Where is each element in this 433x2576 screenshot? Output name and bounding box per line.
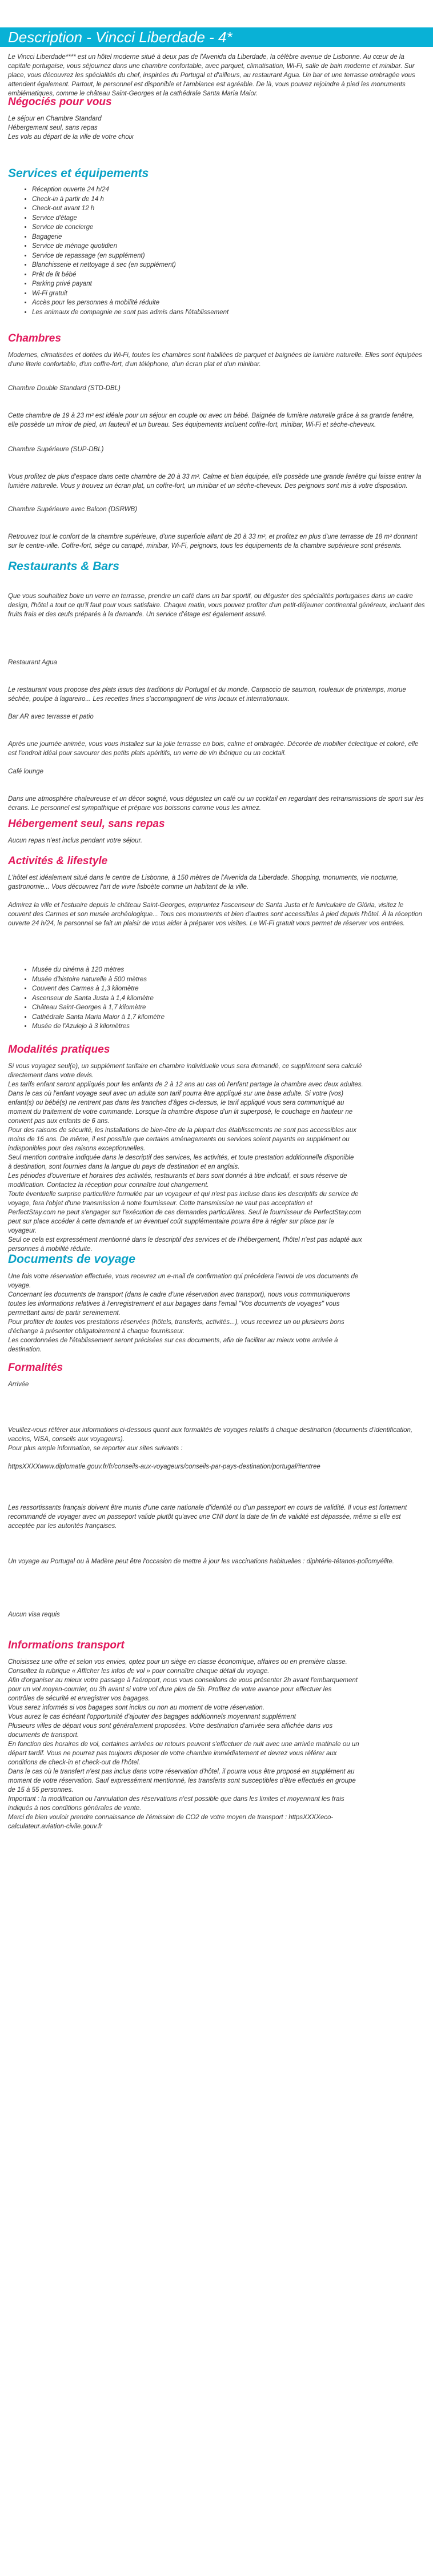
place-name: Restaurant Agua — [8, 659, 57, 666]
text-line: moins de 16 ans. De même, il est possible que certains aménagements ou services soient payants en supplément ou — [8, 1136, 350, 1143]
text-line: contrôles de sécurité et enregistrer vos bagages. — [8, 1695, 150, 1702]
activites-list — [8, 965, 425, 1032]
service-item: • Check-in à partir de 14 h — [32, 195, 425, 204]
section-title-transport: Informations transport — [8, 1639, 125, 1651]
text-line: destination. — [8, 1346, 42, 1353]
text-line: Toute éventuelle surprise particulière formulée par un voyageur et qui n'est pas incluse dans les descriptifs du service de — [8, 1191, 359, 1198]
room-std — [0, 384, 433, 430]
text-line: Merci de bien vouloir prendre connaissance de l'émission de CO2 de votre moyen de transport : httpsXXXXeco- — [8, 1814, 334, 1821]
service-item: • Check-out avant 12 h — [32, 204, 425, 214]
room-name: Chambre Double Standard (STD-DBL) — [8, 385, 121, 392]
text-line: enfant(s) ou bébé(s) ne rentrent pas dans les tranches d'âges ci-dessus, le tarif appliqué vous sera communiqué au — [8, 1100, 344, 1106]
section-title-formalites: Formalités — [8, 1362, 63, 1374]
room-sup — [0, 445, 433, 491]
page-title: Description - Vincci Liberdade - 4* — [0, 27, 433, 47]
text-line: moment de votre réservation. Sauf expressément mentionné, les transferts sont susceptibles d'être effectués en groupe — [8, 1777, 356, 1784]
activite-item: • Ascenseur de Santa Justa à 1,4 kilomètre — [32, 994, 425, 1004]
services-section — [0, 167, 433, 317]
text-line: Seul mention contraire indiquée dans le descriptif des services, les activités, et toute prestation additionnelle disponible — [8, 1154, 354, 1161]
text-line: Choisissez une offre et selon vos envies, optez pour un siège en classe économique, affaires ou en première classe. — [8, 1659, 347, 1666]
service-item: • Service de ménage quotidien — [32, 242, 425, 251]
place-desc: Le restaurant vous propose des plats issus des traditions du Portugal et du monde. Carpaccio de saumon, rouleaux de printemps, morue séchée, poulpe à lagareiro... Les recettes fines s'accompagnent de vins locaux et internationaux. — [8, 687, 406, 703]
formalites-url: httpsXXXXwww.diplomatie.gouv.fr/fr/conseils-aux-voyageurs/conseils-par-pays-destination/portugal/#entree — [8, 1463, 320, 1470]
activites-p2: Admirez la ville et l'estuaire depuis le château Saint-Georges, empruntez l'ascenseur de Santa Justa et le funiculaire de Glória, visitez le couvent des Carmes et son musée archéologique... Tous ces monuments et bien d'autres sont accessibles à pied depuis l'hôtel. À la réception ouverte 24 h/24, le personnel se fait un plaisir de vous aider à préparer vos visites. Le Wi-Fi gratuit vous permet de réserver vos entrées. — [8, 902, 423, 927]
activite-item: • Musée du cinéma à 120 mètres — [32, 965, 425, 975]
chambres-section — [0, 332, 433, 369]
activites-p1: L'hôtel est idéalement situé dans le centre de Lisbonne, à 150 mètres de l'Avenida da Liberdade. Shopping, monuments, vie nocturne, gastronomie... Vous découvrez l'art de vivre lisboète comme un habitant de la ville. — [8, 874, 399, 890]
text-line: peut sur place accéder à cette demande et un éventuel coût supplémentaire pourra être à régler sur place par le — [8, 1218, 334, 1225]
section-title-documents: Documents de voyage — [8, 1253, 135, 1266]
service-item: • Wi-Fi gratuit — [32, 289, 425, 299]
restaurants-intro — [0, 592, 433, 619]
text-line: voyage. — [8, 1282, 31, 1289]
formalites-info — [0, 1426, 433, 1471]
formalites-p1: Veuillez-vous référer aux informations ci-dessous quant aux formalités de voyages relatifs à chaque destination (documents d'identification, vaccins, VISA, conseils aux voyageurs). — [8, 1427, 413, 1443]
negocies-line: Les vols au départ de la ville de votre choix — [8, 134, 134, 141]
text-line: Concernant les documents de transport (dans le cadre d'une réservation avec transport), nous vous communiquerons — [8, 1291, 350, 1298]
hebergement-section — [0, 818, 433, 845]
text-line: documents de transport. — [8, 1732, 79, 1739]
activite-item: • Couvent des Carmes à 1,3 kilomètre — [32, 984, 425, 994]
text-line: d'échange à présenter obligatoirement à chaque fournisseur. — [8, 1328, 185, 1335]
text-line: indiqués à nos conditions générales de vente. — [8, 1805, 142, 1812]
room-name: Chambre Supérieure (SUP-DBL) — [8, 446, 104, 453]
place-name: Bar AR avec terrasse et patio — [8, 713, 94, 720]
text-line: personnes à mobilité réduite. — [8, 1246, 93, 1253]
chambres-intro: Modernes, climatisées et dotées du Wi-Fi, toutes les chambres sont habillées de parquet et baignées de lumière naturelle. Elles sont équipées d'une literie confortable, d'un coffre-fort, d'un téléphone, d'un écran plat et d'un minibar. — [8, 352, 422, 368]
formalites-p1b: Pour plus ample information, se reporter aux sites suivants : — [8, 1445, 183, 1452]
service-item: • Accès pour les personnes à mobilité réduite — [32, 298, 425, 308]
bar-ar — [0, 712, 433, 758]
transport-text — [8, 1658, 425, 1831]
place-desc: Après une journée animée, vous vous installez sur la jolie terrasse en bois, calme et ombragée. Décorée de mobilier éclectique et coloré, elle est l'endroit idéal pour savourer des petits plats apéritifs, un verre de vin ibérique ou un cocktail. — [8, 741, 419, 757]
modalites-section — [0, 1044, 433, 1254]
text-line: En fonction des horaires de vol, certaines arrivées ou retours peuvent s'effectuer de nuit avec une arrivée matinale ou un — [8, 1741, 359, 1748]
text-line: Consultez la rubrique « Afficher les infos de vol » pour connaître chaque détail du voyage. — [8, 1668, 270, 1675]
text-line: PerfectStay.com ne peut s'engager sur l'exécution de ces demandes particulières. Seul le fournisseur de PerfectStay.com — [8, 1209, 362, 1216]
intro-section — [0, 53, 433, 98]
formalites-section — [0, 1362, 433, 1389]
negocies-line: Hébergement seul, sans repas — [8, 125, 98, 131]
text-line: Pour des raisons de sécurité, les installations de bien-être de la plupart des établissements ne sont pas accessibles aux — [8, 1127, 356, 1134]
text-line: Les coordonnées de l'établissement seront précisées sur ces documents, afin de faciliter au mieux votre arrivée à — [8, 1337, 338, 1344]
restaurant-agua — [0, 658, 433, 704]
service-item: • Réception ouverte 24 h/24 — [32, 185, 425, 195]
text-line: voyageur. — [8, 1227, 37, 1234]
section-title-modalites: Modalités pratiques — [8, 1044, 110, 1056]
text-line: Dans le cas où l'enfant voyage seul avec un adulte son tarif pourra être appliqué sur une base adulte. Si votre (vos) — [8, 1090, 344, 1097]
activite-item: • Musée d'histoire naturelle à 500 mètres — [32, 975, 425, 985]
place-name: Café lounge — [8, 768, 44, 775]
text-line: Si vous voyagez seul(e), un supplément tarifaire en chambre individuelle vous sera demandé, ce supplément sera calculé — [8, 1063, 362, 1070]
text-line: départ tardif. Vous ne pourrez pas toujours disposer de votre chambre immédiatement et devrez vous référer aux — [8, 1750, 337, 1757]
text-line: voyage, fera l'objet d'une transmission à notre fournisseur. Cette transmission ne vaut pas acceptation et — [8, 1200, 312, 1207]
text-line: Les périodes d'ouverture et horaires des activités, restaurants et bars sont donnés à titre indicatif, et sous réserve de — [8, 1173, 347, 1179]
text-line: calculateur.aviation-civile.gouv.fr — [8, 1823, 102, 1830]
restaurants-section — [0, 560, 433, 573]
text-line: toutes les informations relatives à l'enregistrement et aux bagages dans l'email "Vos documents de voyages" vous — [8, 1301, 340, 1307]
services-list — [8, 185, 425, 317]
formalites-retour-text: Aucun visa requis — [8, 1611, 60, 1618]
room-desc: Cette chambre de 19 à 23 m² est idéale pour un séjour en couple ou avec un bébé. Baignée de lumière naturelle grâce à sa grande fenêtre, elle possède un miroir de pied, un fauteuil et un bureau. Ses équipements incluent coffre-fort, minibar, Wi-Fi et sèche-cheveux. — [8, 412, 414, 428]
service-item: • Prêt de lit bébé — [32, 270, 425, 280]
negocies-section — [0, 96, 433, 142]
negocies-line: Le séjour en Chambre Standard — [8, 115, 102, 122]
text-line: convient pas aux enfants de 6 ans. — [8, 1118, 110, 1125]
room-desc: Retrouvez tout le confort de la chambre supérieure, d'une superficie allant de 20 à 33 m², et profitez en plus d'une terrasse de 18 m² donnant sur le centre-ville. Coffre-fort, siège ou canapé, minibar, Wi-Fi, peignoirs, tous les équipements de la chambre supérieure sont présents. — [8, 533, 418, 549]
modalites-text — [8, 1062, 425, 1254]
section-title-restaurants: Restaurants & Bars — [8, 560, 119, 573]
formalites-arrivee: Arrivée — [8, 1381, 29, 1388]
text-line: Les tarifs enfant seront appliqués pour les enfants de 2 à 12 ans au cas où l'enfant partage la chambre avec deux adultes. — [8, 1081, 363, 1088]
section-title-activites: Activités & lifestyle — [8, 855, 108, 867]
text-line: Important : la modification ou l'annulation des réservations n'est possible que dans les limites et moyennant les frais — [8, 1796, 344, 1803]
section-title-negocies: Négociés pour vous — [8, 96, 112, 108]
room-name: Chambre Supérieure avec Balcon (DSRWB) — [8, 506, 138, 513]
text-line: Vous serez informés si vos bagages sont inclus ou non au moment de votre réservation. — [8, 1704, 264, 1711]
text-line: Dans le cas où le transfert n'est pas inclus dans votre réservation d'hôtel, il pourra vous être proposé en supplément au — [8, 1768, 355, 1775]
service-item: • Service de concierge — [32, 223, 425, 232]
text-line: Afin d'organiser au mieux votre passage à l'aéroport, nous vous conseillons de vous présenter 2h avant l'embarquement — [8, 1677, 358, 1684]
activite-item: • Cathédrale Santa Maria Maior à 1,7 kilomètre — [32, 1013, 425, 1022]
section-title-hebergement: Hébergement seul, sans repas — [8, 818, 165, 830]
text-line: de 15 à 55 personnes. — [8, 1787, 74, 1793]
text-line: Pour profiter de toutes vos prestations réservées (hôtels, transferts, activités...), vous recevrez un ou plusieurs bons — [8, 1319, 344, 1326]
section-title-chambres: Chambres — [8, 332, 61, 344]
room-desc: Vous profitez de plus d'espace dans cette chambre de 20 à 33 m². Calme et bien équipée, elle possède une grande fenêtre qui laisse entrer la lumière naturelle. Vous y trouvez un écran plat, un coffre-fort, un minibar et un sèche-cheveux. Des peignoirs sont mis à votre disposition. — [8, 474, 422, 489]
formalites-passport — [0, 1503, 433, 1531]
text-line: indisponibles pour des raisons exceptionnelles. — [8, 1145, 146, 1152]
transport-section — [0, 1639, 433, 1831]
service-item: • Les animaux de compagnie ne sont pas admis dans l'établissement — [32, 308, 425, 318]
text-line: Une fois votre réservation effectuée, vous recevrez un e-mail de confirmation qui précédera l'envoi de vos documents de — [8, 1273, 359, 1280]
text-line: à destination, sont fournies dans la langue du pays de destination et en anglais. — [8, 1163, 240, 1170]
cafe-lounge — [0, 767, 433, 813]
service-item: • Service de repassage (en supplément) — [32, 251, 425, 261]
text-line: directement dans votre devis. — [8, 1072, 94, 1079]
service-item: • Service d'étage — [32, 214, 425, 223]
intro-text: Le Vincci Liberdade**** est un hôtel moderne situé à deux pas de l'Avenida da Liberdade, la célèbre avenue de Lisbonne. Au cœur de la capitale portugaise, vous séjournez dans une chambre confortable, avec parquet, climatisation, Wi-Fi, salle de bain moderne et minibar. Sur place, vous découvrez les spécialités du chef, inspirées du Portugal et d'ailleurs, au restaurant Agua. Un bar et une terrasse ombragée vous attendent également. Partout, le personnel est disponible et l'ambiance est agréable. De là, vous pouvez rejoindre à pied les monuments emblématiques, comme le château Saint-Georges et la cathédrale Santa Maria Maior. — [8, 54, 415, 97]
section-title-services: Services et équipements — [8, 167, 149, 180]
activite-item: • Château Saint-Georges à 1,7 kilomètre — [32, 1003, 425, 1013]
documents-section — [0, 1253, 433, 1354]
activite-item: • Musée de l'Azulejo à 3 kilomètres — [32, 1022, 425, 1032]
formalites-p3: Un voyage au Portugal ou à Madère peut être l'occasion de mettre à jour les vaccinations habituelles : diphtérie-tétanos-poliomyélite. — [8, 1558, 394, 1565]
text-line: Vous aurez le cas échéant l'opportunité d'ajouter des bagages additionnels moyennant supplément — [8, 1714, 296, 1720]
formalites-retour — [0, 1610, 433, 1619]
text-line: Plusieurs villes de départ vous sont généralement proposées. Votre destination d'arrivée sera affichée dans vos — [8, 1723, 333, 1730]
hebergement-line: Aucun repas n'est inclus pendant votre séjour. — [8, 837, 143, 844]
formalites-vaccins — [0, 1557, 433, 1566]
service-item: • Bagagerie — [32, 232, 425, 242]
activites-list-block — [0, 965, 433, 1032]
formalites-p2: Les ressortissants français doivent être munis d'une carte nationale d'identité ou d'un passeport en cours de validité. Il vous est fortement recommandé de voyager avec un passeport valide plutôt qu'avec une CNI dont la date de fin de validité est dépassée, même si elle est acceptée par les autorités françaises. — [8, 1504, 407, 1530]
restaurants-intro-text: Que vous souhaitiez boire un verre en terrasse, prendre un café dans un bar sportif, ou déguster des spécialités portugaises dans un cadre design, l'hôtel a tout ce qu'il faut pour vous satisfaire. Chaque matin, vous pouvez profiter d'un petit-déjeuner continental généreux, incluant des fruits frais et des œufs préparés à la demande. Un service d'étage est également assuré. — [8, 593, 425, 618]
service-item: • Blanchisserie et nettoyage à sec (en supplément) — [32, 260, 425, 270]
room-balcon — [0, 505, 433, 551]
activites-section — [0, 855, 433, 928]
text-line: conditions de check-in et check-out de l'hôtel. — [8, 1759, 141, 1766]
documents-text — [8, 1272, 425, 1354]
text-line: moment du traitement de votre commande. Lorsque la chambre dispose d'un lit superposé, le couchage en hauteur ne — [8, 1109, 353, 1116]
text-line: Seul ce cela est expressément mentionné dans le descriptif des services et de l'hébergement, l'hôtel n'est pas adapté aux — [8, 1237, 362, 1243]
text-line: pour un vol moyen-courrier, ou 3h avant si votre vol dure plus de 5h. Profitez de votre avance pour effectuer les — [8, 1686, 332, 1693]
service-item: • Parking privé payant — [32, 279, 425, 289]
text-line: modification. Contactez la réception pour connaître tout changement. — [8, 1182, 209, 1189]
place-desc: Dans une atmosphère chaleureuse et un décor soigné, vous dégustez un café ou un cocktail en regardant des retransmissions de sport sur les écrans. Le personnel est sympathique et prépare vos boissons comme vous les aimez. — [8, 796, 424, 812]
text-line: permettant ainsi de partir sereinement. — [8, 1310, 121, 1317]
